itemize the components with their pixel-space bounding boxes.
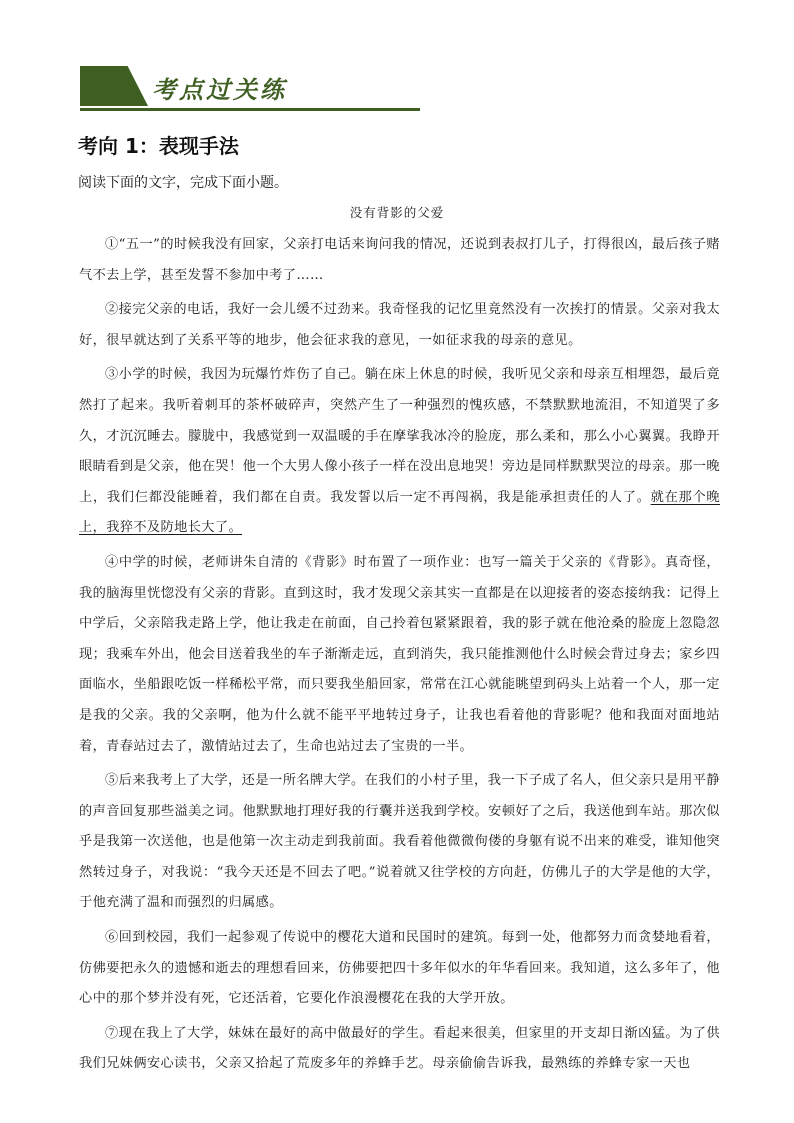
paragraph-text: ③小学的时候，我因为玩爆竹炸伤了自己。躺在床上休息的时候，我听见父亲和母亲互相埋怨，最后竟然打了起来。我听着刺耳的茶杯破碎声，突然产生了一种强烈的愧疚感，不禁默默地流泪，不知道哭了多久，才沉沉睡去。朦胧中，我感觉到一双温暖的手在摩挲我冰冷的脸庞，那么柔和，那么小心翼翼。我睁开眼睛看到是父亲，他在哭！他一个大男人像小孩子一样在没出息地哭！旁边是同样默默哭泣的母亲。那一晚上，我们仨都没能睡着，我们都在自责。我发誓以后一定不再闯祸，我是能承担责任的人了。: [79, 367, 720, 505]
article-paragraph: [79, 766, 720, 919]
instruction-text: 阅读下面的文字，完成下面小题。: [78, 175, 288, 191]
article-body: [79, 230, 720, 1084]
banner-title: 考点过关练: [152, 75, 287, 104]
paragraph-text: ②接完父亲的电话，我好一会儿缓不过劲来。我奇怪我的记忆里竟然没有一次挨打的情景。父亲对我太好，很早就达到了关系平等的地步，他会征求我的意见，一如征求我的母亲的意见。: [79, 302, 720, 348]
article-paragraph: [79, 295, 720, 356]
paragraph-text: ⑤后来我考上了大学，还是一所名牌大学。在我们的小村子里，我一下子成了名人，但父亲只是用平静的声音回复那些溢美之词。他默默地打理好我的行囊并送我到学校。安顿好了之后，我送他到车站。那次似乎是我第一次送他，也是他第一次主动走到我前面。我看着他微微佝偻的身躯有说不出来的难受，谁知他突然转过身子，对我说：“我今天还是不回去了吧。”说着就又往学校的方向赶，仿佛儿子的大学是他的大学，于他充满了温和而强烈的归属感。: [79, 773, 720, 911]
banner-shape: [80, 66, 148, 106]
article-paragraph: [79, 548, 720, 762]
paragraph-text: ④中学的时候，老师讲朱自清的《背影》时布置了一项作业：也写一篇关于父亲的《背影》。真奇怪，我的脑海里恍惚没有父亲的背影。直到这时，我才发现父亲其实一直都是在以迎接者的姿态接纳我：记得上中学后，父亲陪我走路上学，他让我走在前面，自己拎着包紧紧跟着，我的影子就在他沧桑的脸庞上忽隐忽现；我乘车外出，他会目送着我坐的车子渐渐走远，直到消失，我只能推测他什么时候会背过身去；家乡四面临水，坐船跟吃饭一样稀松平常，而只要我坐船回家，常常在江心就能眺望到码头上站着一个人，那一定是我的父亲。我的父亲啊，他为什么就不能平平地转过身子，让我也看着他的背影呢？他和我面对面地站着，青春站过去了，激情站过去了，生命也站过去了宝贵的一半。: [79, 554, 720, 754]
paragraph-text: ⑥回到校园，我们一起参观了传说中的樱花大道和民国时的建筑。每到一处，他都努力而贪婪地看着，仿佛要把永久的遗憾和逝去的理想看回来，仿佛要把四十多年似水的年华看回来。我知道，这么多年了，他心中的那个梦并没有死，它还活着，它要化作浪漫樱花在我的大学开放。: [79, 930, 720, 1007]
section-title: 考向 1：表现手法: [78, 134, 239, 158]
article-title: 没有背影的父爱: [349, 205, 445, 220]
paragraph-text: ①“五一”的时候我没有回家，父亲打电话来询问我的情况，还说到表叔打儿子，打得很凶，最后孩子赌气不去上学，甚至发誓不参加中考了……: [79, 237, 720, 283]
paragraph-text: ⑦现在我上了大学，妹妹在最好的高中做最好的学生。看起来很美，但家里的开支却日渐凶猛。为了供我们兄妹俩安心读书，父亲又拾起了荒废多年的养蜂手艺。母亲偷偷告诉我，最熟练的养蜂专家一天也: [79, 1025, 720, 1072]
article-paragraph: [79, 360, 720, 544]
banner-rule: [80, 108, 420, 111]
section-banner: [80, 66, 420, 112]
article-paragraph: [79, 923, 720, 1015]
underlined-sentence: 就在那个晚上，我猝不及防地长大了。: [79, 489, 720, 536]
article-paragraph: [79, 1019, 720, 1080]
article-paragraph: [79, 230, 720, 291]
